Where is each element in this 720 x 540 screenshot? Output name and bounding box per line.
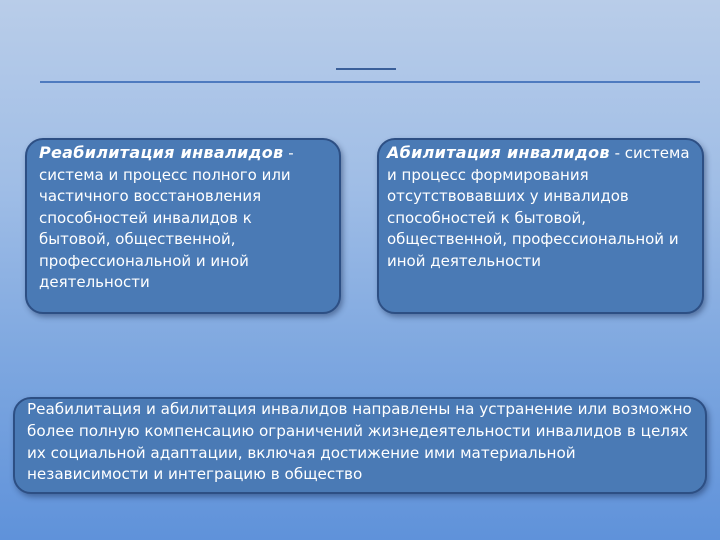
title-divider (40, 81, 700, 83)
rehabilitation-term: Реабилитация инвалидов (39, 143, 284, 162)
rehabilitation-definition: - система и процесс полного или частичного восстановления способностей инвалидов к бытовой, общественной, профессиональной и иной деятельности (39, 144, 294, 291)
habilitation-definition-card (377, 138, 704, 314)
title-mark (336, 64, 396, 70)
habilitation-term: Абилитация инвалидов (387, 143, 610, 162)
purpose-card (13, 397, 707, 494)
habilitation-definition: - система и процесс формирования отсутствовавших у инвалидов способностей к бытовой, общественной, профессиональной и иной деятельности (387, 144, 690, 270)
purpose-text: Реабилитация и абилитация инвалидов направлены на устранение или возможно более полную компенсацию ограничений жизнедеятельности инвалидов в целях их социальной адаптации, включая достижение ими материальной независимости и интеграцию в общество (27, 400, 692, 484)
rehabilitation-definition-text (39, 142, 327, 294)
rehabilitation-definition-card (25, 138, 341, 314)
habilitation-definition-text (387, 142, 690, 272)
